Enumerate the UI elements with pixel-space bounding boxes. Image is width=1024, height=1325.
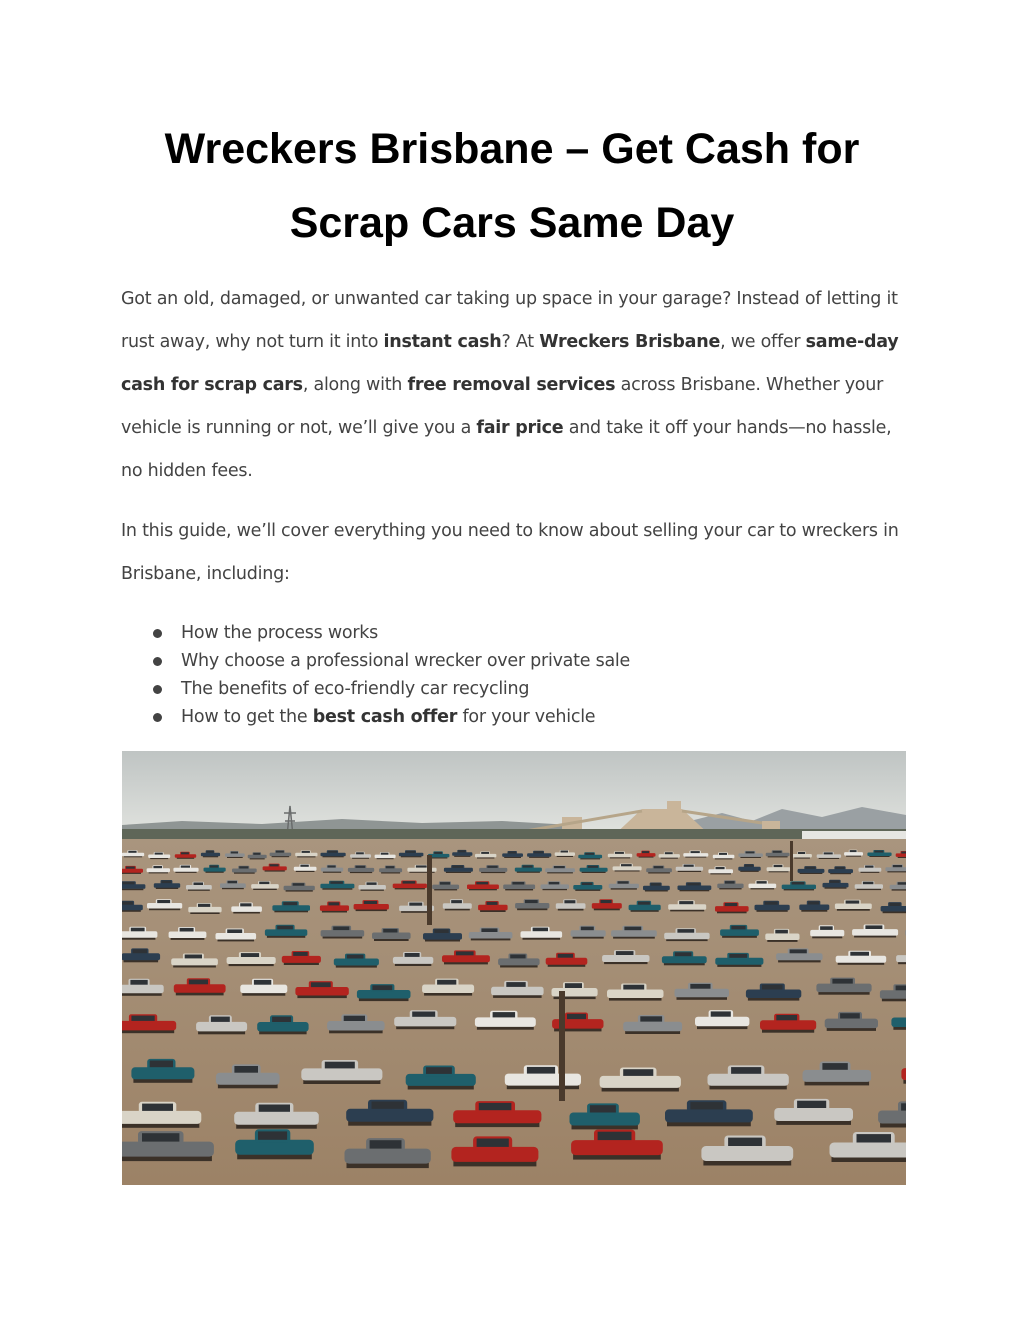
scrapyard-photo — [122, 751, 906, 1185]
intro-bold-same-day-cash: same-day cash for scrap cars — [121, 332, 899, 395]
intro-bold-wreckers-brisbane: Wreckers Brisbane — [539, 332, 721, 352]
intro-text-6: and take it off your hands—no hassle, no hidden fees. — [121, 418, 892, 481]
list-item — [121, 675, 911, 703]
intro-bold-free-removal: free removal services — [407, 375, 616, 395]
list-item-text: for your vehicle — [457, 707, 596, 727]
train — [802, 831, 906, 839]
list-item-text: How the process works — [181, 623, 379, 643]
intro-text-3: , we offer — [720, 332, 806, 352]
intro-text-4: , along with — [302, 375, 408, 395]
topics-list — [121, 619, 911, 731]
list-item-bold-best-cash-offer: best cash offer — [312, 707, 458, 727]
intro-bold-fair-price: fair price — [476, 418, 564, 438]
list-item — [121, 703, 911, 731]
intro-paragraph — [121, 278, 911, 493]
intro-text-1: Got an old, damaged, or unwanted car taking up space in your garage? Instead of letting it rust away, why not turn it into — [121, 289, 898, 352]
intro-text-2: ? At — [501, 332, 540, 352]
guide-intro-paragraph: In this guide, we’ll cover everything you need to know about selling your car to wreckers in Brisbane, including: — [121, 521, 899, 584]
title-line-1: Wreckers Brisbane – Get Cash for — [164, 125, 860, 173]
bullet-icon — [153, 685, 162, 694]
intro-text-5: across Brisbane. Whether your vehicle is running or not, we’ll give you a — [121, 375, 884, 438]
bullet-icon — [153, 713, 162, 722]
bullet-icon — [153, 657, 162, 666]
list-item — [121, 647, 911, 675]
list-item-text: The benefits of eco-friendly car recycling — [181, 679, 530, 699]
page-title — [100, 112, 924, 260]
scrapyard-illustration — [122, 751, 906, 1185]
treeline — [122, 829, 906, 839]
list-item-text: How to get the — [181, 707, 313, 727]
intro-bold-instant-cash: instant cash — [383, 332, 502, 352]
list-item-text: Why choose a professional wrecker over private sale — [181, 651, 631, 671]
list-item — [121, 619, 911, 647]
bullet-icon — [153, 629, 162, 638]
title-line-2: Scrap Cars Same Day — [289, 199, 735, 247]
